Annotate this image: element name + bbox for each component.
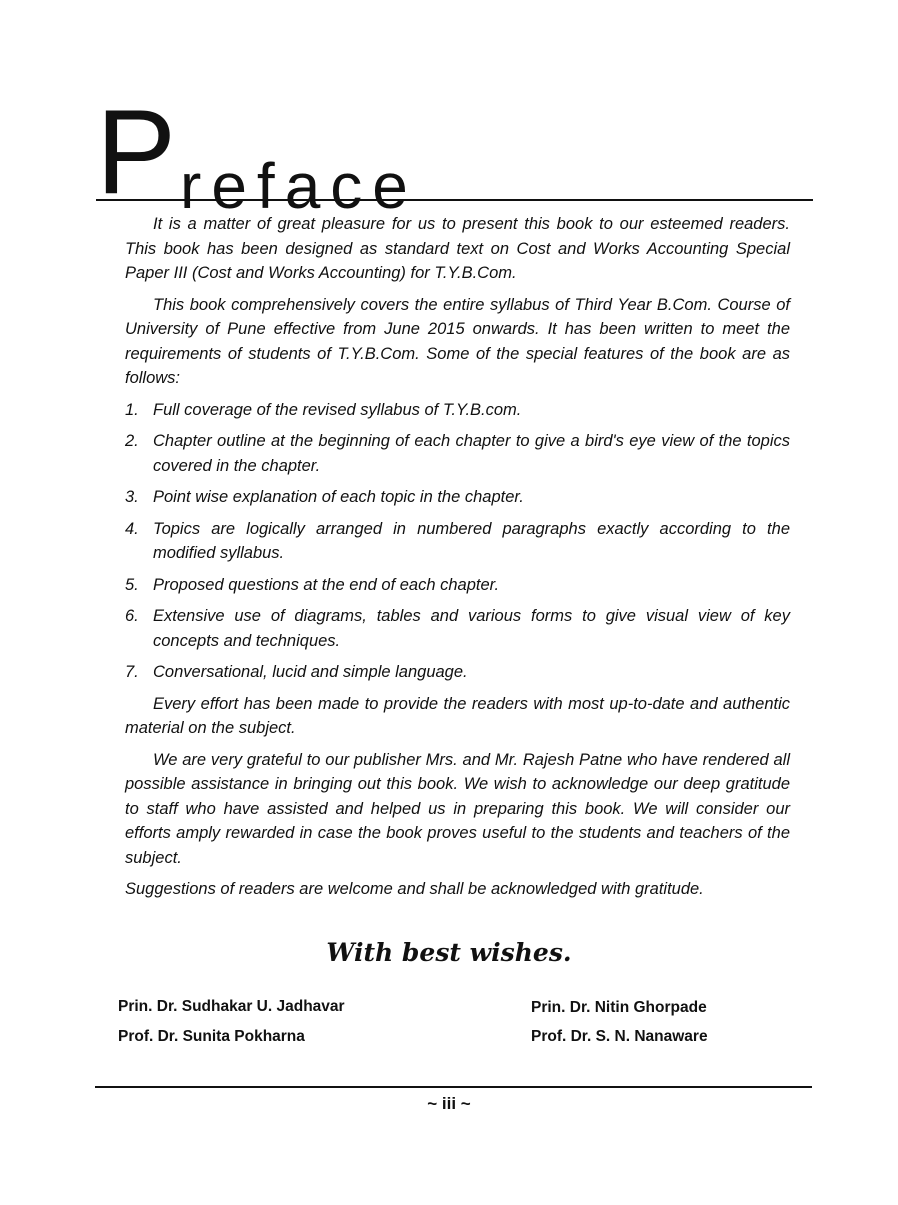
signatory-left-1: Prin. Dr. Sudhakar U. Jadhavar [118,998,345,1015]
signatory-right-2: Prof. Dr. S. N. Nanaware [531,1028,708,1045]
list-item [125,573,790,598]
preface-body [125,212,790,909]
title-rest: reface [180,150,418,222]
list-text: Topics are logically arranged in numbered paragraphs exactly according to the modified syllabus. [153,519,790,562]
list-number: 3. [125,488,139,506]
list-text: Extensive use of diagrams, tables and various forms to give visual view of key concepts and techniques. [153,607,790,650]
list-number: 6. [125,607,139,625]
list-number: 7. [125,663,139,681]
intro-paragraph-2: This book comprehensively covers the entire syllabus of Third Year B.Com. Course of University of Pune effective from June 2015 onwards. It has been written to meet the requirements of students of T.Y.B.Com. Some of the special features of the book are as follows: [125,295,790,387]
footer-divider [95,1086,812,1088]
signatory-left-2: Prof. Dr. Sunita Pokharna [118,1028,305,1045]
list-item [125,517,790,566]
list-item [125,429,790,478]
list-number: 5. [125,575,139,594]
outro-paragraph-2: We are very grateful to our publisher Mrs. and Mr. Rajesh Patne who have rendered all possible assistance in bringing out this book. We wish to acknowledge our deep gratitude to staff who have assisted and helped us in preparing this book. We will consider our efforts amply rewarded in case the book proves useful to the students and teachers of the subject. [125,750,790,867]
list-text: Chapter outline at the beginning of each chapter to give a bird's eye view of the topics covered in the chapter. [153,432,790,475]
list-text: Point wise explanation of each topic in the chapter. [153,488,524,506]
title-divider [96,199,813,201]
list-number: 4. [125,519,139,538]
list-text: Conversational, lucid and simple language. [153,663,468,681]
list-item [125,660,790,685]
best-wishes: With best wishes. [326,938,572,967]
title-initial: P [96,85,177,219]
intro-paragraph-1: It is a matter of great pleasure for us to present this book to our esteemed readers. This book has been designed as standard text on Cost and Works Accounting Special Paper III (Cost and Works Accounting) for T.Y.B.Com. [125,215,790,282]
list-item [125,604,790,653]
list-number: 1. [125,400,139,419]
list-item [125,485,790,510]
page-title [96,85,816,222]
signatory-right-1: Prin. Dr. Nitin Ghorpade [531,999,707,1016]
list-number: 2. [125,432,139,450]
list-text: Proposed questions at the end of each chapter. [153,575,500,594]
page-number: ~ iii ~ [427,1094,471,1113]
closing-line: Suggestions of readers are welcome and shall be acknowledged with gratitude. [125,880,704,898]
list-text: Full coverage of the revised syllabus of T.Y.B.com. [153,400,522,419]
features-list [125,398,790,685]
list-item [125,398,790,423]
outro-paragraph-1: Every effort has been made to provide the readers with most up-to-date and authentic material on the subject. [125,694,790,737]
